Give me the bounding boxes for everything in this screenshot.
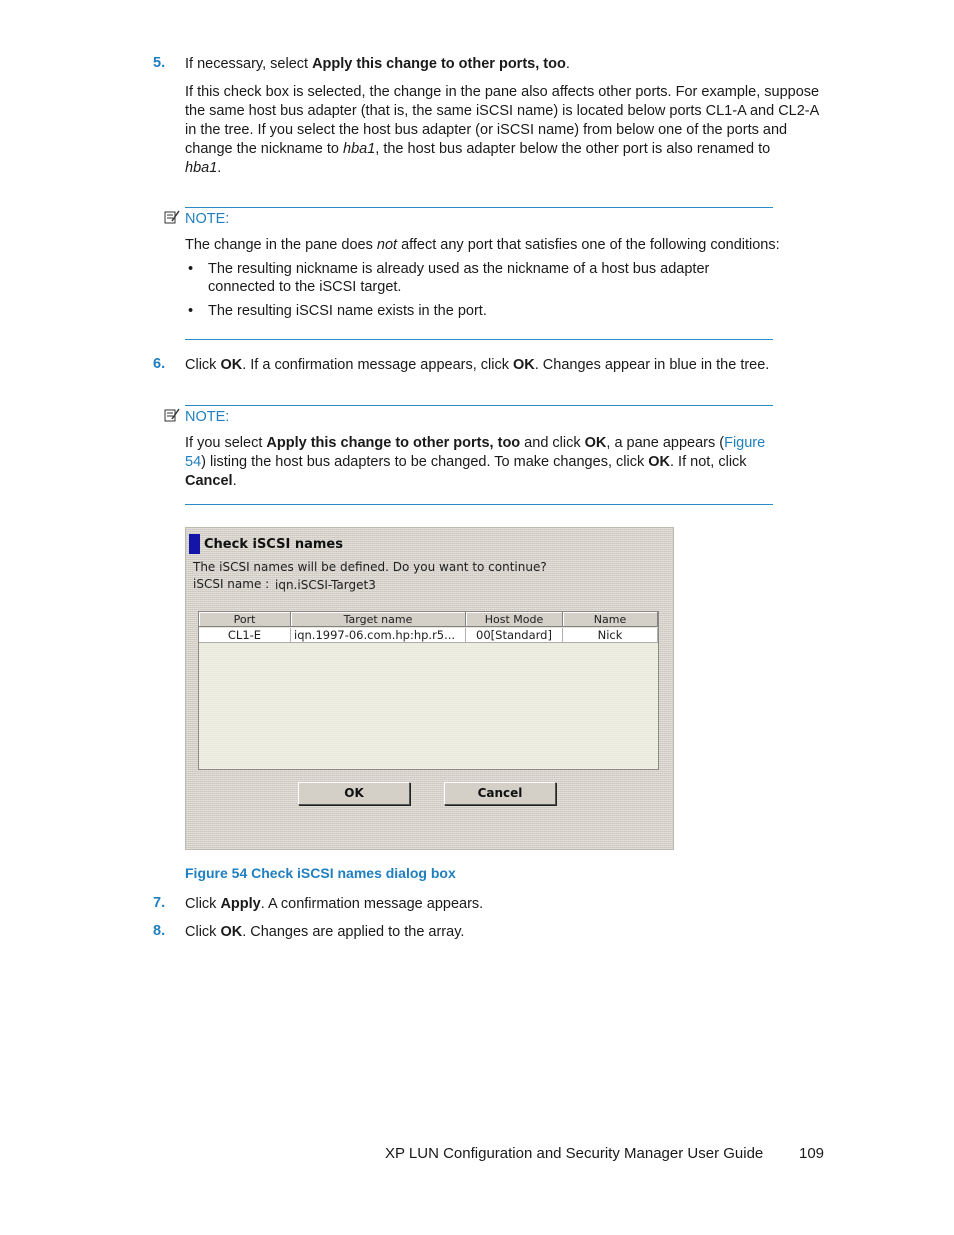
step-text: Click [185,896,221,912]
figure-link[interactable]: Figure [724,435,766,451]
paragraph-line [185,140,845,159]
list-item [185,302,785,320]
button-ref: OK [513,357,535,373]
option-name: Apply this change to other ports, too [266,435,521,451]
iscsi-name-label: iSCSI name : [193,577,270,591]
list-item-text: The resulting nickname is already used as the nickname of a host bus adapter connected to the iSCSI target. [208,261,710,295]
step-text: Click [185,357,221,373]
note-icon [164,210,180,224]
hba-table [198,611,659,770]
list-item [185,260,778,296]
step-number: 7. [153,895,166,911]
paragraph-line: If this check box is selected, the change in the pane also affects other ports. For example, suppose [185,84,820,100]
figure-caption: Figure 54 Check iSCSI names dialog box [185,865,456,881]
dialog-message: The iSCSI names will be defined. Do you want to continue? [193,560,547,574]
footer-title: XP LUN Configuration and Security Manager User Guide [385,1145,764,1162]
note-text: and click [520,435,585,451]
paragraph-line [185,434,785,453]
note-intro [185,236,785,255]
step-text: . A confirmation message appears. [260,896,484,912]
step-7-text [185,895,483,914]
table-cell-target-name[interactable]: iqn.1997-06.com.hp:hp.r5... [291,628,466,643]
paragraph-text: . [217,160,222,176]
note-text: . If not, click [669,454,747,470]
step-text: If necessary, select [185,56,313,72]
column-header-name[interactable]: Name [563,612,658,627]
paragraph-line [185,472,785,491]
table-cell-port[interactable]: CL1-E [199,628,291,643]
italic-term: not [376,237,398,253]
page-number: 109 [799,1145,825,1162]
column-header-port[interactable]: Port [199,612,291,627]
note-text: If you select [185,435,267,451]
note-text: ) listing the host bus adapters to be changed. To make changes, click [201,454,649,470]
note-heading: NOTE: [185,409,230,425]
step-8-text [185,923,464,942]
note-icon [164,408,180,422]
paragraph-text: , the host bus adapter below the other port is also renamed to [375,141,771,157]
note-text: affect any port that satisfies one of the following conditions: [397,237,780,253]
iscsi-name-value: iqn.iSCSI-Target3 [275,578,376,592]
note-text: The change in the pane does [185,237,377,253]
button-ref: Apply [220,896,261,912]
column-header-target-name[interactable]: Target name [291,612,466,627]
note-bullet-list [185,260,785,326]
paragraph-line [185,159,845,178]
paragraph-text: change the nickname to [185,141,343,157]
step-text: . Changes are applied to the array. [242,924,465,940]
step-number: 6. [153,356,166,372]
note-top-rule [185,207,773,208]
button-ref: Cancel [185,473,233,489]
dialog-title: Check iSCSI names [204,537,343,552]
step-text: . Changes appear in blue in the tree. [534,357,770,373]
column-header-host-mode[interactable]: Host Mode [466,612,563,627]
title-marker [189,534,200,554]
button-ref: OK [584,435,607,451]
note-heading: NOTE: [185,211,230,227]
button-ref: OK [648,454,670,470]
step-5-explanation [185,83,845,178]
step-number: 5. [153,55,166,71]
italic-term: hba1 [343,141,376,157]
note-text: , a pane appears ( [606,435,725,451]
italic-term: hba1 [185,160,218,176]
paragraph-line: in the tree. If you select the host bus adapter (or iSCSI name) from below one of the ports and [185,122,788,138]
list-item-text: The resulting iSCSI name exists in the port. [208,303,487,319]
step-text: . [565,56,570,72]
note-text: . [232,473,237,489]
button-ref: OK [220,924,243,940]
step-5-text [185,55,570,74]
note-2-body [185,434,785,491]
check-iscsi-names-dialog [185,527,674,850]
note-top-rule [185,405,773,406]
step-6-text [185,356,769,375]
ok-button[interactable]: OK [298,782,410,805]
option-name: Apply this change to other ports, too [312,56,566,72]
note-bottom-rule [185,504,773,505]
paragraph-line [185,453,785,472]
button-ref: OK [220,357,243,373]
step-number: 8. [153,923,166,939]
paragraph-line: the same host bus adapter (that is, the same iSCSI name) is located below ports CL1-A and CL2-A [185,103,820,119]
table-cell-host-mode[interactable]: 00[Standard] [466,628,563,643]
figure-link[interactable]: 54 [185,454,202,470]
note-bottom-rule [185,339,773,340]
cancel-button[interactable]: Cancel [444,782,556,805]
step-text: . If a confirmation message appears, click [242,357,513,373]
step-text: Click [185,924,221,940]
table-cell-name[interactable]: Nick [563,628,658,643]
